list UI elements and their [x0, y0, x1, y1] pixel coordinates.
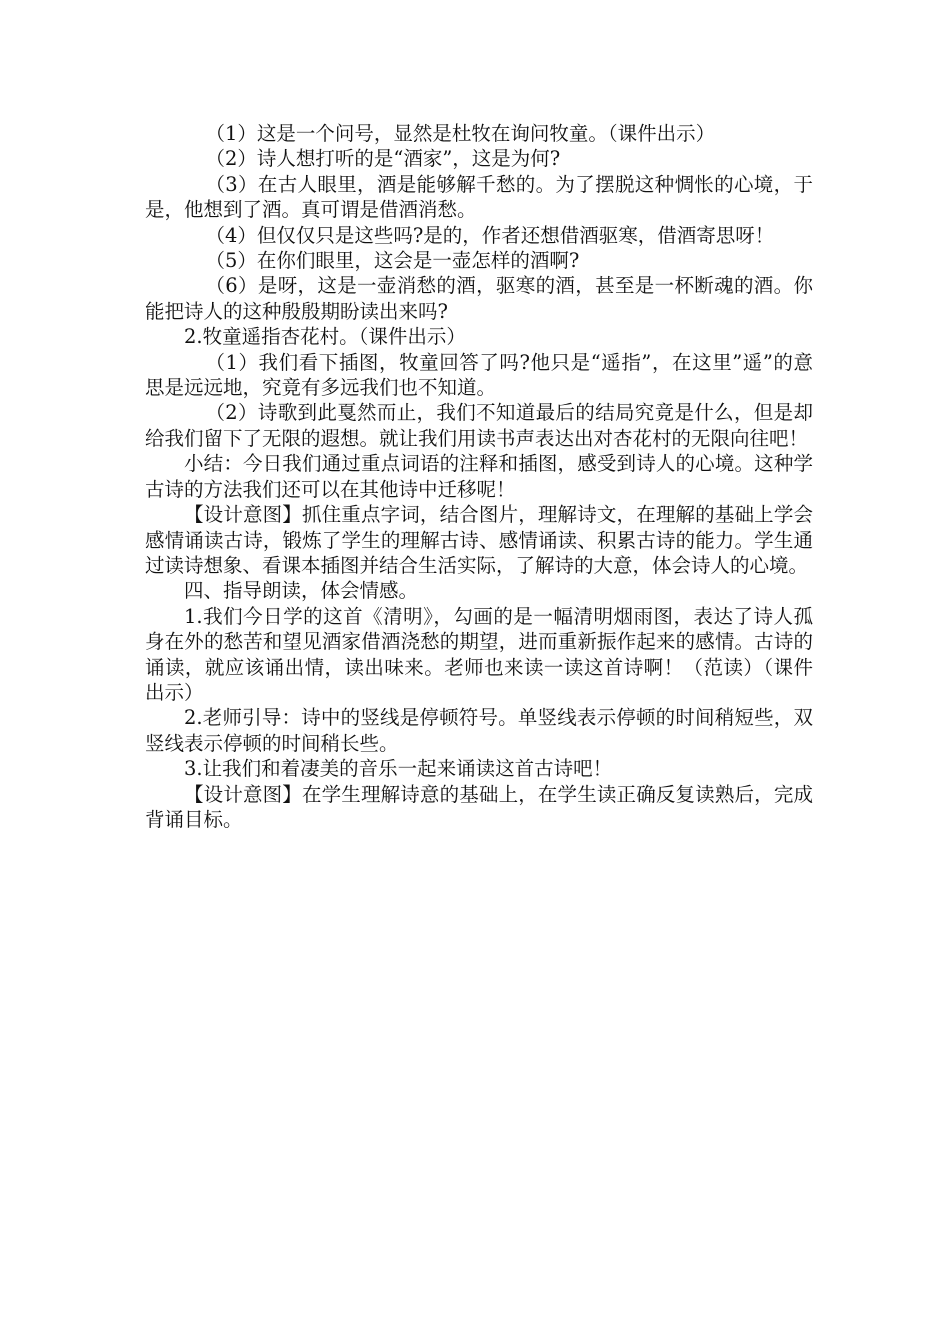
- paragraph-design-intent-2: 【设计意图】在学生理解诗意的基础上，在学生读正确反复读熟后，完成背诵目标。: [145, 782, 813, 831]
- section-heading-4: 四、指导朗读，体会情感。: [184, 579, 419, 603]
- document-body: [145, 121, 813, 832]
- paragraph-15: 3.让我们和着凄美的音乐一起来诵读这首古诗吧！: [184, 757, 613, 781]
- paragraph-summary: 小结：今日我们通过重点词语的注释和插图，感受到诗人的心境。这种学古诗的方法我们还可以在其他诗中迁移呢！: [145, 452, 813, 501]
- paragraph-3: （3）在古人眼里，酒是能够解千愁的。为了摆脱这种惆怅的心境，于是，他想到了酒。真可谓是借酒消愁。: [145, 172, 813, 222]
- paragraph-9: （2）诗歌到此戛然而止，我们不知道最后的结局究竟是什么，但是却给我们留下了无限的遐想。就让我们用读书声表达出对杏花村的无限向往吧！: [145, 401, 813, 450]
- paragraph-1: （1）这是一个问号，显然是杜牧在询问牧童。（课件出示）: [205, 122, 716, 145]
- paragraph-14: 2.老师引导：诗中的竖线是停顿符号。单竖线表示停顿的时间稍短些，双竖线表示停顿的时间稍长些。: [145, 706, 813, 755]
- paragraph-design-intent-1: 【设计意图】抓住重点字词，结合图片，理解诗文，在理解的基础上学会感情诵读古诗，锻炼了学生的理解古诗、感情诵读、积累古诗的能力。学生通过读诗想象、看课本插图并结合生活实际，了解诗的大意，体会诗人的心境。: [145, 503, 813, 577]
- paragraph-2: （2）诗人想打听的是“酒家”，这是为何?: [205, 147, 561, 171]
- paragraph-7: 2.牧童遥指杏花村。（课件出示）: [184, 325, 466, 349]
- paragraph-13: 1.我们今日学的这首《清明》，勾画的是一幅清明烟雨图，表达了诗人孤身在外的愁苦和望见酒家借酒浇愁的期望，进而重新振作起来的感情。古诗的诵读，就应该诵出情，读出味来。老师也来读一读这首诗啊！（范读）（课件出示）: [145, 604, 813, 704]
- paragraph-8: （1）我们看下插图，牧童回答了吗?他只是“遥指”，在这里”遥”的意思是远远地，究竟有多远我们也不知道。: [145, 350, 813, 400]
- paragraph-6: （6）是呀，这是一壶消愁的酒，驱寒的酒，甚至是一杯断魂的酒。你能把诗人的这种殷殷期盼读出来吗?: [145, 274, 813, 323]
- paragraph-4: （4）但仅仅只是这些吗?是的，作者还想借酒驱寒，借酒寄思呀！: [205, 223, 775, 247]
- paragraph-5: （5）在你们眼里，这会是一壶怎样的酒啊?: [205, 249, 580, 273]
